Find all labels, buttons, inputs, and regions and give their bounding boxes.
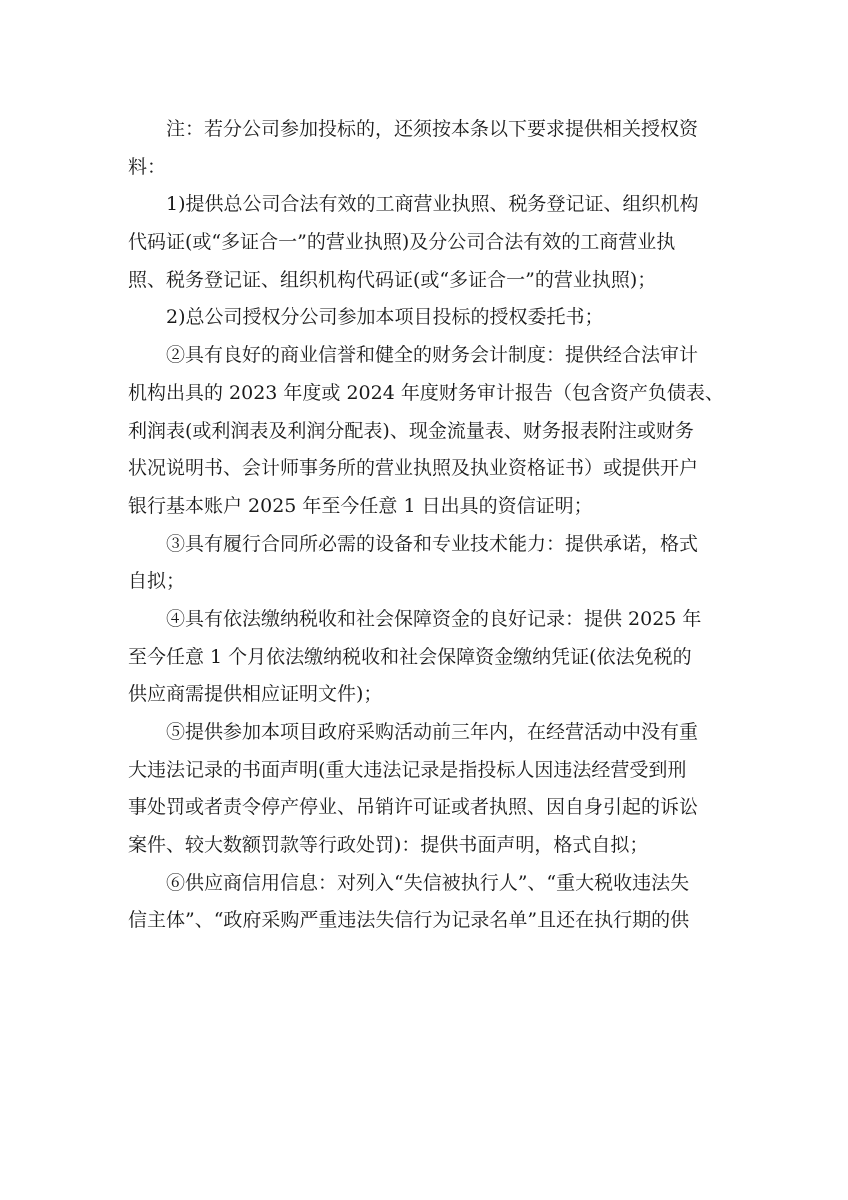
note-paragraph: [128, 111, 728, 186]
text-line: 供应商需提供相应证明文件)；: [128, 683, 383, 706]
item-1-paragraph: [128, 186, 728, 299]
text-line: 2)总公司授权分公司参加本项目投标的授权委托书；: [166, 306, 604, 329]
text-line: 机构出具的 2023 年度或 2024 年度财务审计报告（包含资产负债表、: [128, 381, 724, 404]
text-line: 信主体”、“政府采购严重违法失信行为记录名单”且还在执行期的供: [128, 909, 690, 932]
requirement-2-paragraph: [128, 337, 728, 525]
text-line: 料：: [128, 155, 167, 178]
text-line: ⑥供应商信用信息：对列入“失信被执行人”、“重大税收违法失: [166, 871, 690, 894]
text-line: 至今任意 1 个月依法缴纳税收和社会保障资金缴纳凭证(依法免税的: [128, 645, 692, 668]
requirement-5-paragraph: [128, 714, 728, 865]
text-line: 1)提供总公司合法有效的工商营业执照、税务登记证、组织机构: [166, 193, 699, 216]
requirement-4-paragraph: [128, 601, 728, 714]
text-line: 自拟；: [128, 570, 186, 593]
text-line: 案件、较大数额罚款等行政处罚)：提供书面声明，格式自拟；: [128, 834, 649, 857]
text-line: 事处罚或者责令停产停业、吊销许可证或者执照、因自身引起的诉讼: [128, 796, 699, 819]
text-line: 大违法记录的书面声明(重大违法记录是指投标人因违法经营受到刑: [128, 758, 687, 781]
text-line: 注：若分公司参加投标的，还须按本条以下要求提供相关授权资: [166, 118, 699, 140]
text-line: ④具有依法缴纳税收和社会保障资金的良好记录：提供 2025 年: [166, 607, 702, 630]
requirement-3-paragraph: [128, 526, 728, 601]
text-line: 银行基本账户 2025 年至今任意 1 日出具的资信证明；: [128, 494, 593, 517]
text-line: 状况说明书、会计师事务所的营业执照及执业资格证书）或提供开户: [128, 457, 699, 480]
text-line: ⑤提供参加本项目政府采购活动前三年内，在经营活动中没有重: [166, 721, 699, 743]
text-line: 利润表(或利润表及利润分配表)、现金流量表、财务报表附注或财务: [128, 419, 694, 442]
text-line: ②具有良好的商业信誉和健全的财务会计制度：提供经合法审计: [166, 344, 699, 367]
text-line: ③具有履行合同所必需的设备和专业技术能力：提供承诺，格式: [166, 532, 699, 555]
requirement-6-paragraph: [128, 865, 728, 940]
text-line: 照、税务登记证、组织机构代码证(或“多证合一”的营业执照)；: [128, 268, 657, 291]
item-2-paragraph: [128, 299, 728, 337]
text-line: 代码证(或“多证合一”的营业执照)及分公司合法有效的工商营业执: [128, 231, 676, 254]
document-body: [128, 111, 728, 940]
